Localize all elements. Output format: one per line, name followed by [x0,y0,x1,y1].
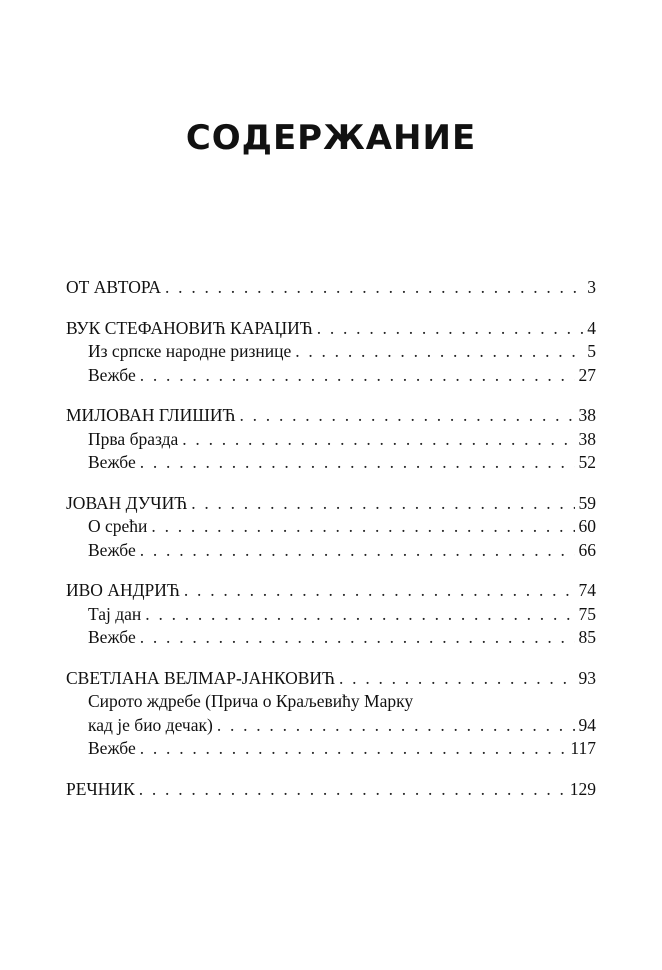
toc-subentry[interactable] [66,364,596,388]
toc-subentry[interactable] [66,451,596,475]
dot-leader [139,778,566,802]
toc-page-number: 5 [587,341,596,361]
toc-page-number: 75 [578,603,596,624]
dot-leader [140,737,567,761]
page-title: СОДЕРЖАНИЕ [185,117,477,158]
toc-entry-label: ИВО АНДРИЋ [66,580,180,600]
dot-leader [140,626,575,650]
toc-page-number: 3 [587,277,596,297]
toc-page-number: 52 [578,452,596,472]
toc-subentry[interactable] [66,539,596,563]
dot-leader [145,603,574,627]
toc-entry[interactable] [66,276,596,300]
toc-page-number: 38 [578,428,596,449]
toc-entry-label: Вежбе [88,627,136,647]
toc-section [66,579,596,650]
toc-page-number: 93 [578,667,596,688]
toc-entry[interactable] [66,579,596,603]
toc-entry-label: СВЕТЛАНА ВЕЛМАР-ЈАНКОВИЋ [66,667,336,688]
toc-page-number: 38 [578,405,596,425]
toc-entry-label: Из српске народне ризнице [88,341,292,361]
dot-leader [165,276,583,300]
toc-subentry[interactable] [66,714,596,738]
toc-section [66,317,596,388]
toc-entry-label: МИЛОВАН ГЛИШИЋ [66,405,236,425]
toc-page-number: 60 [578,516,596,536]
toc-entry-label: Прва бразда [88,428,179,449]
toc-section [66,667,596,761]
toc-entry[interactable] [66,778,596,802]
toc-entry-label: Вежбе [88,364,136,385]
toc-entry-label: ВУК СТЕФАНОВИЋ КАРАЏИЋ [66,317,313,338]
dot-leader [184,579,575,603]
dot-leader [140,364,575,388]
toc-section [66,778,596,802]
toc-page-number: 27 [578,364,596,385]
dot-leader [339,667,574,691]
dot-leader [317,317,584,341]
toc-section [66,404,596,475]
toc-entry-label: Вежбе [88,738,136,758]
toc-entry-label: ЈОВАН ДУЧИЋ [66,492,188,513]
dot-leader [151,515,574,539]
toc-page-number: 129 [569,778,596,799]
dot-leader [191,492,574,516]
toc-entry-label: Вежбе [88,539,136,560]
toc-subentry[interactable] [66,603,596,627]
toc-entry[interactable] [66,317,596,341]
dot-leader [240,404,575,428]
toc-page-number: 59 [578,492,596,513]
toc-section [66,276,596,300]
toc-page-number: 94 [578,714,596,735]
toc-entry-label: РЕЧНИК [66,778,135,799]
toc-entry-label-line: Сирото ждребе (Прича о Краљевићу Марку [88,691,414,711]
toc-subentry[interactable] [66,737,596,761]
toc-page-number: 66 [578,539,596,560]
toc-entry-label: кад је био дечак) [88,714,213,735]
toc-page-number: 117 [570,738,596,758]
table-of-contents [66,276,596,818]
toc-entry-label: Вежбе [88,452,136,472]
toc-entry-label: ОТ АВТОРА [66,277,162,297]
toc-entry-label: Тај дан [88,603,142,624]
dot-leader [217,714,575,738]
toc-entry[interactable] [66,492,596,516]
dot-leader [295,340,583,364]
toc-subentry[interactable] [66,515,596,539]
dot-leader [140,451,575,475]
toc-page-number: 85 [578,627,596,647]
toc-section [66,492,596,563]
toc-subentry[interactable] [66,428,596,452]
toc-subentry[interactable] [66,340,596,364]
dot-leader [182,428,574,452]
dot-leader [140,539,575,563]
toc-page-number: 4 [587,317,596,338]
toc-entry[interactable] [66,404,596,428]
toc-page-number: 74 [578,580,596,600]
toc-entry[interactable] [66,667,596,691]
toc-subentry[interactable] [66,626,596,650]
toc-entry-label: О срећи [88,516,148,536]
